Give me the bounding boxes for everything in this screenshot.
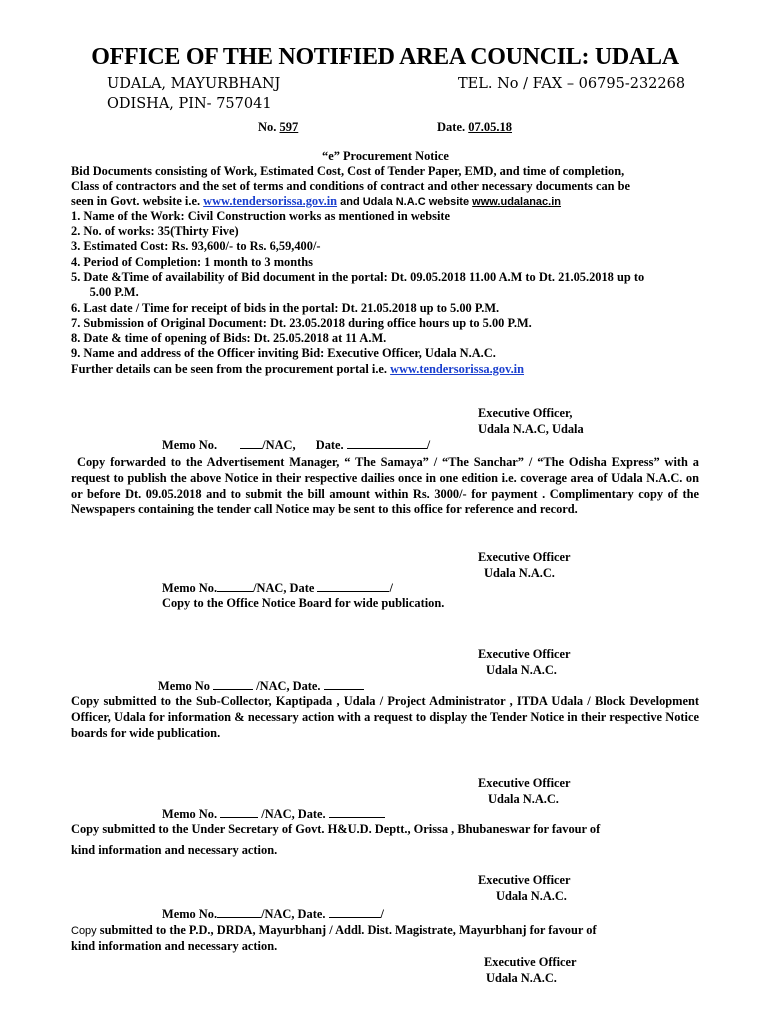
intro-line-1: Bid Documents consisting of Work, Estimated Cost, Cost of Tender Paper, EMD, and time of completion, (71, 164, 625, 178)
notice-item-4: 4. Period of Completion: 1 month to 3 months (71, 255, 313, 269)
copy-to-pd-drda: Copy submitted to the P.D., DRDA, Mayurbhanj / Addl. Dist. Magistrate, Mayurbhanj for favour of (71, 923, 597, 937)
reference-date-value: 07.05.18 (468, 120, 512, 134)
office-title: OFFICE OF THE NOTIFIED AREA COUNCIL: UDALA (91, 44, 679, 70)
intro-line-2: Class of contractors and the set of terms and conditions of contract and other necessary documents can be (71, 179, 631, 193)
signature-block-1: Executive Officer, Udala N.A.C, Udala (478, 406, 584, 436)
procurement-portal-link[interactable]: www.tendersorissa.gov.in (390, 362, 525, 376)
address-line-2: ODISHA, PIN- 757041 (107, 96, 272, 112)
copy-to-pd-drda-cont: kind information and necessary action. (71, 939, 278, 953)
memo-line-4: Memo No. /NAC, Date. (162, 806, 385, 822)
udala-website-link[interactable]: www.udalanac.in (472, 196, 561, 208)
reference-number-value: 597 (279, 120, 299, 134)
memo-line-2: Memo No. /NAC, Date / (162, 581, 393, 595)
govt-portal-link[interactable]: www.tendersorissa.gov.in (203, 194, 338, 208)
address-line-1: UDALA, MAYURBHANJ (107, 76, 281, 92)
copy-to-sub-collector: Copy submitted to the Sub-Collector, Kaptipada , Udala / Project Administrator , ITDA Udala / Block Development Officer, Udala for information & necessary action with a request to display the Tender Notice in their respective Notice boards for wide publication. (71, 694, 699, 740)
copy-to-newspapers: Copy forwarded to the Advertisement Manager, “ The Samaya” / “The Sanchar” / “The Odisha Express” with a request to publish the above Notice in their respective dailies once in one edition i.e. coverage area of Udala N.A.C. on or before Dt. 09.05.2018 and to submit the bill amount within Rs. 3000/- for payment . Complimentary copy of the Newspapers containing the tender call Notice may be sent to this office for reference and record. (71, 455, 699, 517)
reference-date: Date. 07.05.18 (437, 120, 512, 134)
signature-block-6: Executive Officer Udala N.A.C. (484, 955, 577, 985)
phone-fax: TEL. No / FAX – 06795-232268 (458, 76, 686, 92)
copy-notice-board: Copy to the Office Notice Board for wide publication. (162, 596, 445, 610)
notice-item-1: 1. Name of the Work: Civil Construction works as mentioned in website (71, 209, 451, 223)
notice-item-5: 5. Date &Time of availability of Bid document in the portal: Dt. 09.05.2018 11.00 A.M to Dt. 21.05.2018 up to (71, 270, 645, 284)
signature-block-2: Executive Officer Udala N.A.C. (478, 550, 571, 580)
memo-line-1: Memo No. /NAC, Date. / (162, 438, 431, 452)
notice-item-6: 6. Last date / Time for receipt of bids in the portal: Dt. 21.05.2018 up to 5.00 P.M. (71, 301, 500, 315)
notice-item-5-cont: 5.00 P.M. (71, 285, 139, 299)
copy-to-under-secretary-cont: kind information and necessary action. (71, 843, 278, 857)
reference-number: No. 597 (258, 120, 299, 134)
copy-to-under-secretary: Copy submitted to the Under Secretary of Govt. H&U.D. Deptt., Orissa , Bhubaneswar for favour of (71, 822, 601, 836)
signature-block-4: Executive Officer Udala N.A.C. (478, 776, 571, 806)
further-details: Further details can be seen from the procurement portal i.e. www.tendersorissa.gov.in (71, 362, 525, 376)
notice-item-2: 2. No. of works: 35(Thirty Five) (71, 224, 239, 238)
notice-heading: “e” Procurement Notice (322, 149, 449, 163)
signature-block-5: Executive Officer Udala N.A.C. (478, 873, 571, 903)
memo-line-5: Memo No. /NAC, Date. / (162, 907, 384, 921)
notice-item-3: 3. Estimated Cost: Rs. 93,600/- to Rs. 6,59,400/- (71, 239, 321, 253)
intro-line-3: seen in Govt. website i.e. www.tendersorissa.gov.in and Udala N.A.C website www.udalanac.in (71, 194, 561, 208)
memo-line-3: Memo No /NAC, Date. (158, 678, 364, 694)
notice-item-8: 8. Date & time of opening of Bids: Dt. 25.05.2018 at 11 A.M. (71, 331, 387, 345)
notice-item-7: 7. Submission of Original Document: Dt. 23.05.2018 during office hours up to 5.00 P.M. (71, 316, 532, 330)
notice-item-9: 9. Name and address of the Officer inviting Bid: Executive Officer, Udala N.A.C. (71, 346, 496, 360)
signature-block-3: Executive Officer Udala N.A.C. (478, 647, 571, 677)
